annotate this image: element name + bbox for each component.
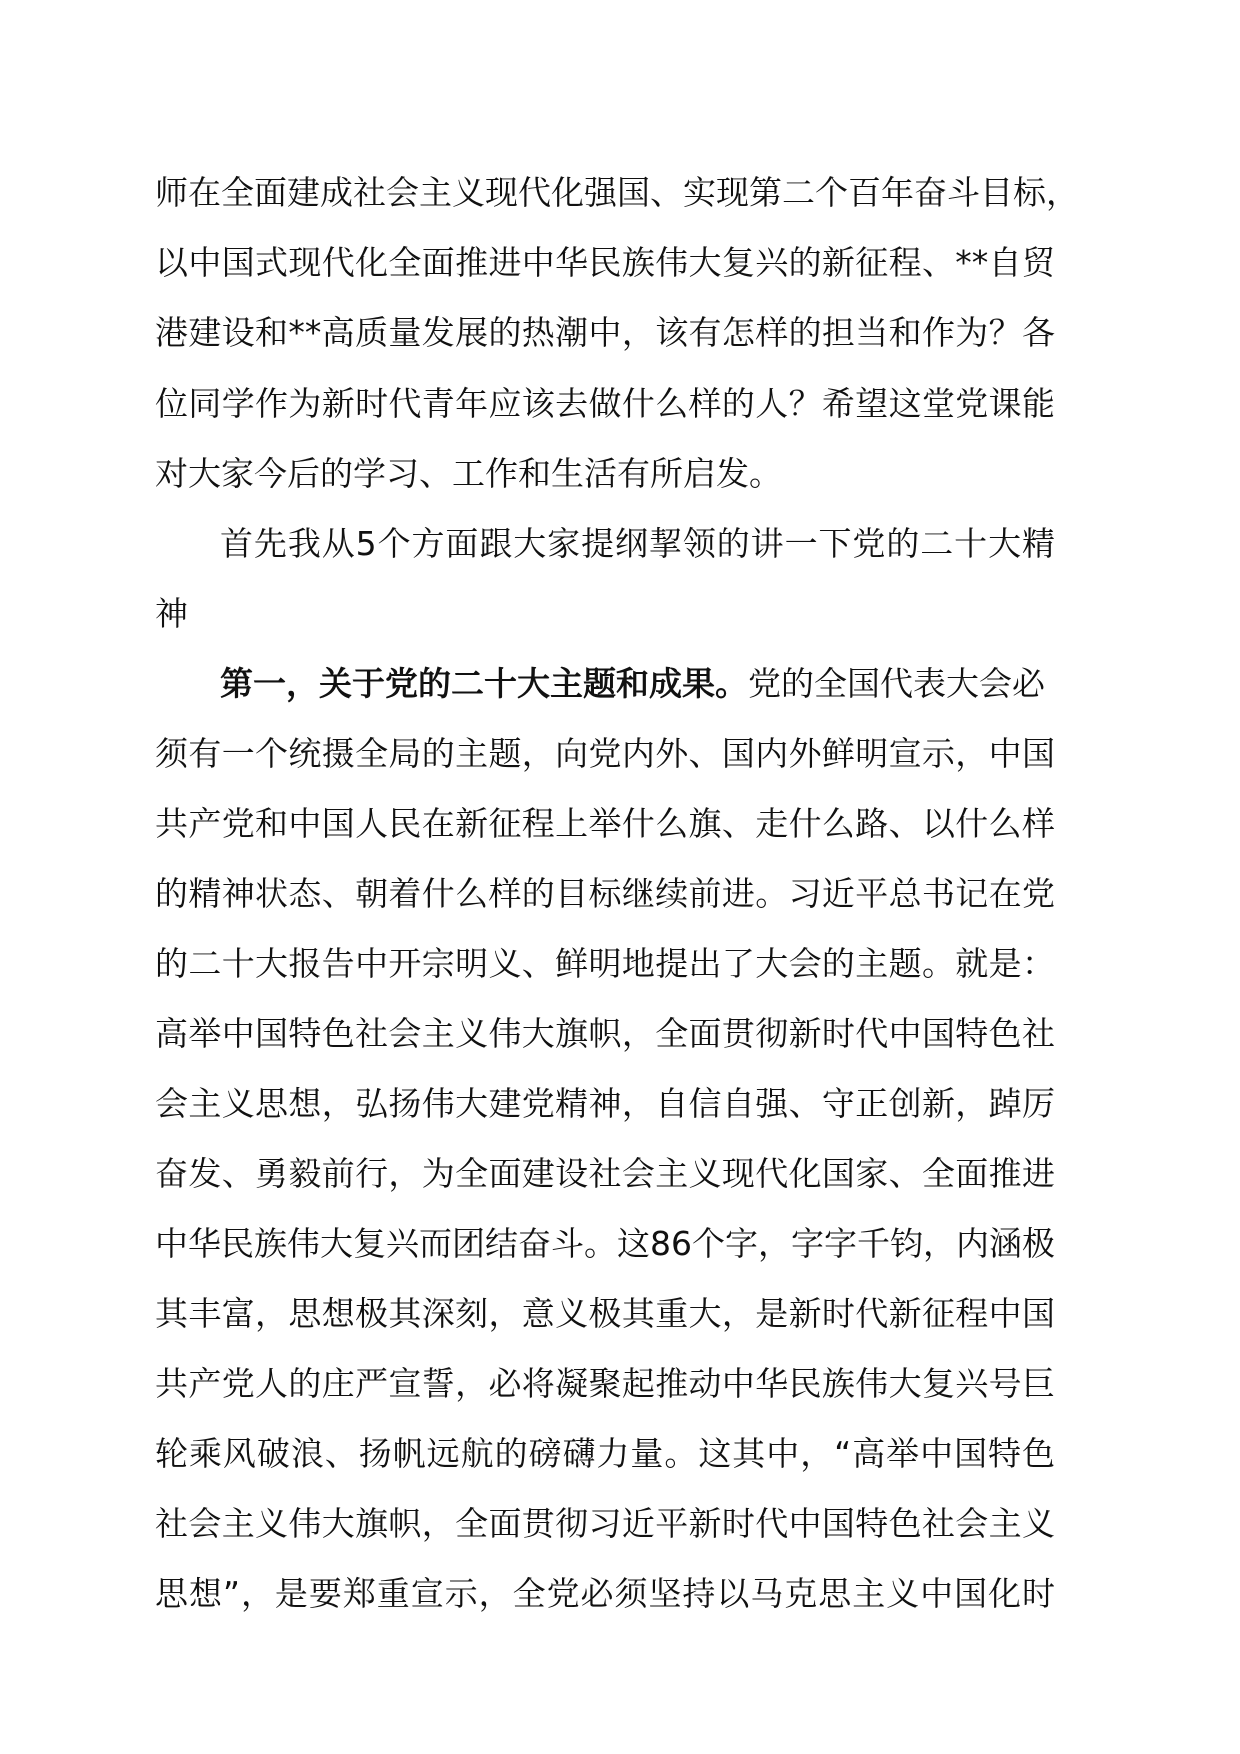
paragraph-line: 位同学作为新时代青年应该去做什么样的人？希望这堂党课能 <box>155 384 1055 423</box>
paragraph-line: 的二十大报告中开宗明义、鲜明地提出了大会的主题。就是： <box>155 944 1055 983</box>
section-heading: 第一，关于党的二十大主题和成果。 <box>220 664 748 703</box>
paragraph-line: 中华民族伟大复兴而团结奋斗。这86个字，字字千钧，内涵极 <box>155 1224 1055 1263</box>
paragraph-line: 轮乘风破浪、扬帆远航的磅礴力量。这其中，“高举中国特色 <box>155 1434 1055 1473</box>
paragraph-line: 的精神状态、朝着什么样的目标继续前进。习近平总书记在党 <box>155 874 1055 913</box>
paragraph-line: 对大家今后的学习、工作和生活有所启发。 <box>155 454 782 493</box>
paragraph-line: 港建设和**高质量发展的热潮中，该有怎样的担当和作为？各 <box>155 313 1055 352</box>
paragraph-line: 高举中国特色社会主义伟大旗帜，全面贯彻新时代中国特色社 <box>155 1014 1055 1053</box>
paragraph-line: 神 <box>155 594 188 633</box>
paragraph-line: 须有一个统摄全局的主题，向党内外、国内外鲜明宣示，中国 <box>155 734 1055 773</box>
paragraph-line: 共产党人的庄严宣誓，必将凝聚起推动中华民族伟大复兴号巨 <box>155 1364 1055 1403</box>
paragraph-line: 思想”，是要郑重宣示，全党必须坚持以马克思主义中国化时 <box>155 1574 1055 1613</box>
paragraph-line: 社会主义伟大旗帜，全面贯彻习近平新时代中国特色社会主义 <box>155 1504 1055 1543</box>
paragraph-line: 其丰富，思想极其深刻，意义极其重大，是新时代新征程中国 <box>155 1294 1055 1333</box>
paragraph-text: 党的全国代表大会必 <box>748 664 1045 703</box>
paragraph-line: 首先我从5个方面跟大家提纲挈领的讲一下党的二十大精 <box>220 524 1055 563</box>
paragraph-line: 会主义思想，弘扬伟大建党精神，自信自强、守正创新，踔厉 <box>155 1084 1055 1123</box>
paragraph-line: 共产党和中国人民在新征程上举什么旗、走什么路、以什么样 <box>155 804 1055 843</box>
section-heading-line <box>220 664 1045 704</box>
paragraph-line: 师在全面建成社会主义现代化强国、实现第二个百年奋斗目标， <box>155 173 1079 212</box>
paragraph-line: 以中国式现代化全面推进中华民族伟大复兴的新征程、**自贸 <box>155 243 1055 282</box>
paragraph-line: 奋发、勇毅前行，为全面建设社会主义现代化国家、全面推进 <box>155 1154 1055 1193</box>
